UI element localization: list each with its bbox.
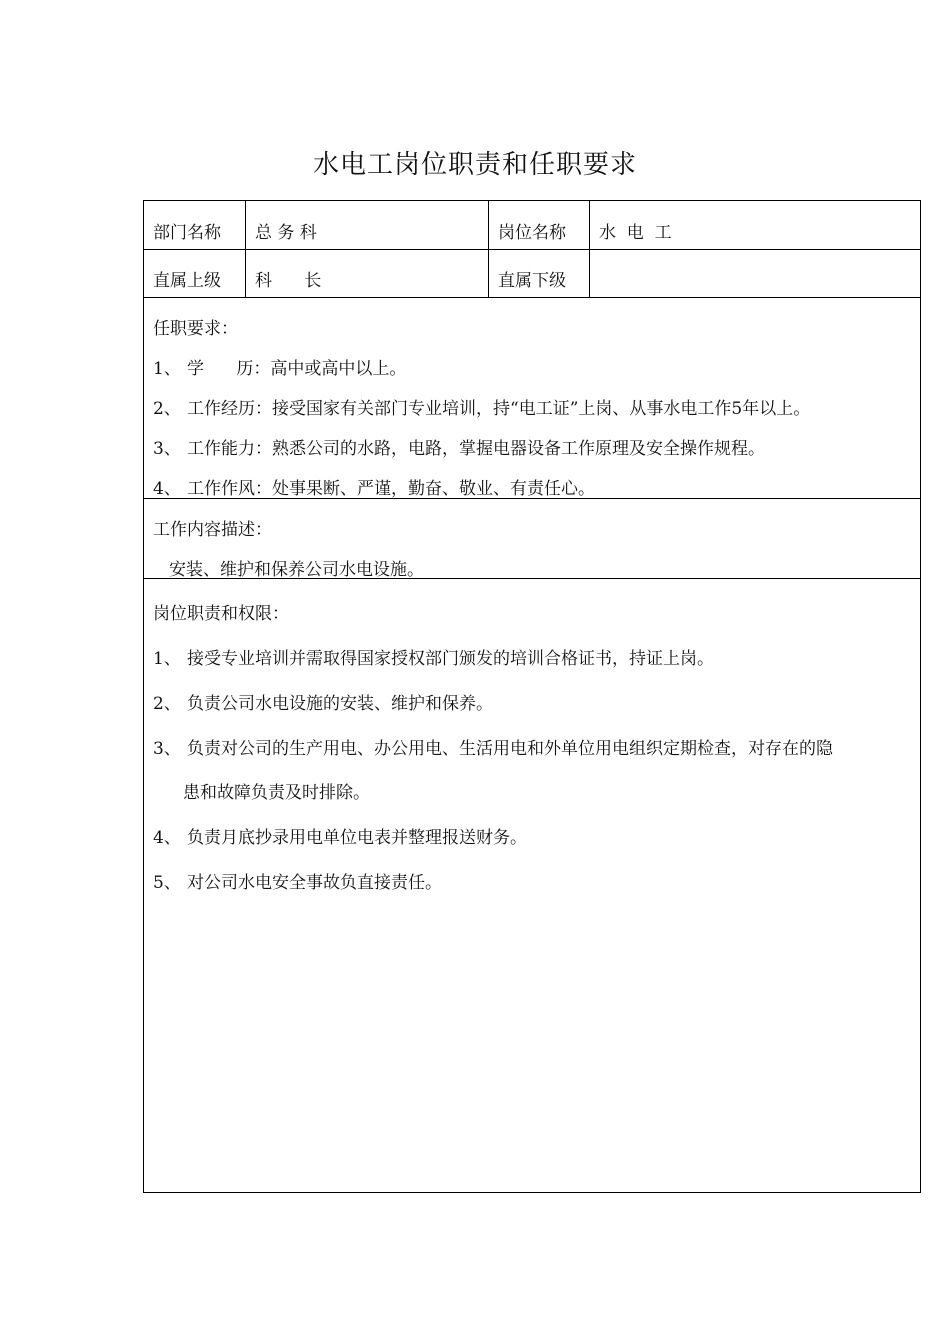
- list-item: 1、 接受专业培训并需取得国家授权部门颁发的培训合格证书，持证上岗。: [153, 649, 714, 669]
- header-row-2: [144, 250, 920, 298]
- description-text: 安装、维护和保养公司水电设施。: [169, 560, 424, 580]
- requirements-section: [144, 298, 920, 499]
- dept-label: 部门名称: [153, 223, 221, 243]
- requirements-heading: 任职要求：: [153, 319, 238, 339]
- position-label-cell: [488, 201, 589, 249]
- dept-label-cell: [144, 201, 245, 249]
- duties-section: [144, 579, 920, 1192]
- page-title: 水电工岗位职责和任职要求: [312, 150, 637, 180]
- position-value: 水 电 工: [599, 223, 672, 243]
- superior-value-cell: [245, 250, 488, 297]
- list-item: 3、 负责对公司的生产用电、办公用电、生活用电和外单位用电组织定期检查，对存在的隐: [153, 739, 833, 759]
- superior-label: 直属上级: [153, 271, 221, 291]
- dept-value-cell: [245, 201, 488, 249]
- list-item: 4、 工作作风：处事果断、严谨，勤奋、敬业、有责任心。: [153, 479, 595, 499]
- header-row-1: [144, 201, 920, 250]
- list-item: 1、 学 历：高中或高中以上。: [153, 359, 407, 379]
- description-section: [144, 499, 920, 579]
- list-item: 4、 负责月底抄录用电单位电表并整理报送财务。: [153, 828, 527, 848]
- duties-heading: 岗位职责和权限：: [153, 604, 289, 624]
- list-item: 3、 工作能力：熟悉公司的水路，电路，掌握电器设备工作原理及安全操作规程。: [153, 439, 765, 459]
- list-item: 2、 负责公司水电设施的安装、维护和保养。: [153, 694, 493, 714]
- list-item: 2、 工作经历：接受国家有关部门专业培训，持“电工证”上岗、从事水电工作5年以上。: [153, 399, 811, 419]
- position-label: 岗位名称: [498, 223, 566, 243]
- position-value-cell: [589, 201, 920, 249]
- list-item: 5、 对公司水电安全事故负直接责任。: [153, 873, 442, 893]
- dept-value: 总 务 科: [255, 223, 317, 243]
- subordinate-value-cell: [589, 250, 920, 297]
- subordinate-label: 直属下级: [498, 271, 566, 291]
- list-item-continuation: 患和故障负责及时排除。: [183, 783, 370, 803]
- subordinate-label-cell: [488, 250, 589, 297]
- superior-value: 科 长: [255, 271, 322, 291]
- job-description-table: [143, 200, 921, 1193]
- superior-label-cell: [144, 250, 245, 297]
- description-heading: 工作内容描述：: [153, 520, 272, 540]
